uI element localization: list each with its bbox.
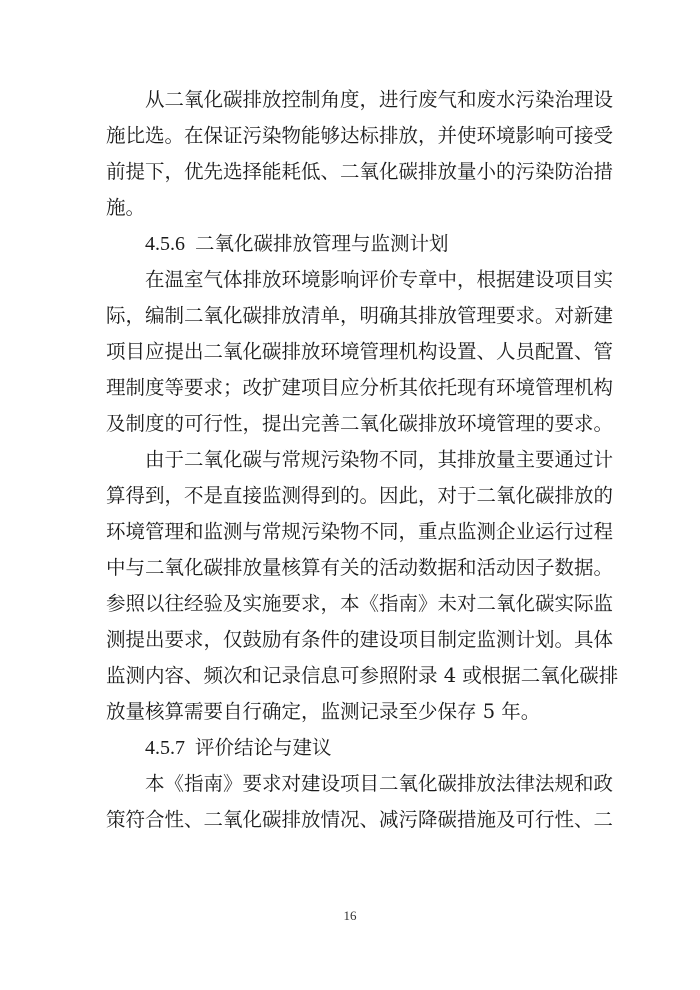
- paragraph-line: 施。: [106, 196, 146, 219]
- page-number: 16: [343, 908, 357, 923]
- paragraph-line: 从二氧化碳排放控制角度，进行废气和废水污染治理设: [145, 88, 614, 111]
- paragraph-line: 测提出要求，仅鼓励有条件的建设项目制定监测计划。具体: [106, 628, 614, 651]
- paragraph-line: 参照以往经验及实施要求，本《指南》未对二氧化碳实际监: [106, 592, 614, 615]
- paragraph-line: 及制度的可行性，提出完善二氧化碳排放环境管理的要求。: [106, 412, 614, 435]
- paragraph-line: 由于二氧化碳与常规污染物不同，其排放量主要通过计: [145, 448, 614, 471]
- paragraph-line: 施比选。在保证污染物能够达标排放，并使环境影响可接受: [106, 124, 614, 147]
- section-title: 评价结论与建议: [195, 736, 332, 759]
- section-number: 4.5.6: [145, 233, 185, 255]
- paragraph-line: 前提下，优先选择能耗低、二氧化碳排放量小的污染防治措: [106, 160, 614, 183]
- paragraph-line: 际，编制二氧化碳排放清单，明确其排放管理要求。对新建: [106, 304, 614, 327]
- paragraph-line: 理制度等要求；改扩建项目应分析其依托现有环境管理机构: [106, 376, 614, 399]
- paragraph-line: 项目应提出二氧化碳排放环境管理机构设置、人员配置、管: [106, 340, 614, 363]
- section-number: 4.5.7: [145, 737, 185, 759]
- paragraph-line: 算得到，不是直接监测得到的。因此，对于二氧化碳排放的: [106, 484, 614, 507]
- paragraph-line: 本《指南》要求对建设项目二氧化碳排放法律法规和政: [145, 772, 614, 795]
- paragraph-line: 放量核算需要自行确定，监测记录至少保存 5 年。: [106, 700, 541, 723]
- paragraph-line: 策符合性、二氧化碳排放情况、减污降碳措施及可行性、二: [106, 808, 614, 831]
- section-heading-4-5-6: [145, 226, 449, 262]
- section-title: 二氧化碳排放管理与监测计划: [195, 232, 449, 255]
- paragraph-line: 在温室气体排放环境影响评价专章中，根据建设项目实: [145, 268, 614, 291]
- paragraph-line: 监测内容、频次和记录信息可参照附录 4 或根据二氧化碳排: [106, 664, 619, 687]
- paragraph-line: 环境管理和监测与常规污染物不同，重点监测企业运行过程: [106, 520, 614, 543]
- section-heading-4-5-7: [145, 730, 332, 766]
- paragraph-line: 中与二氧化碳排放量核算有关的活动数据和活动因子数据。: [106, 556, 614, 579]
